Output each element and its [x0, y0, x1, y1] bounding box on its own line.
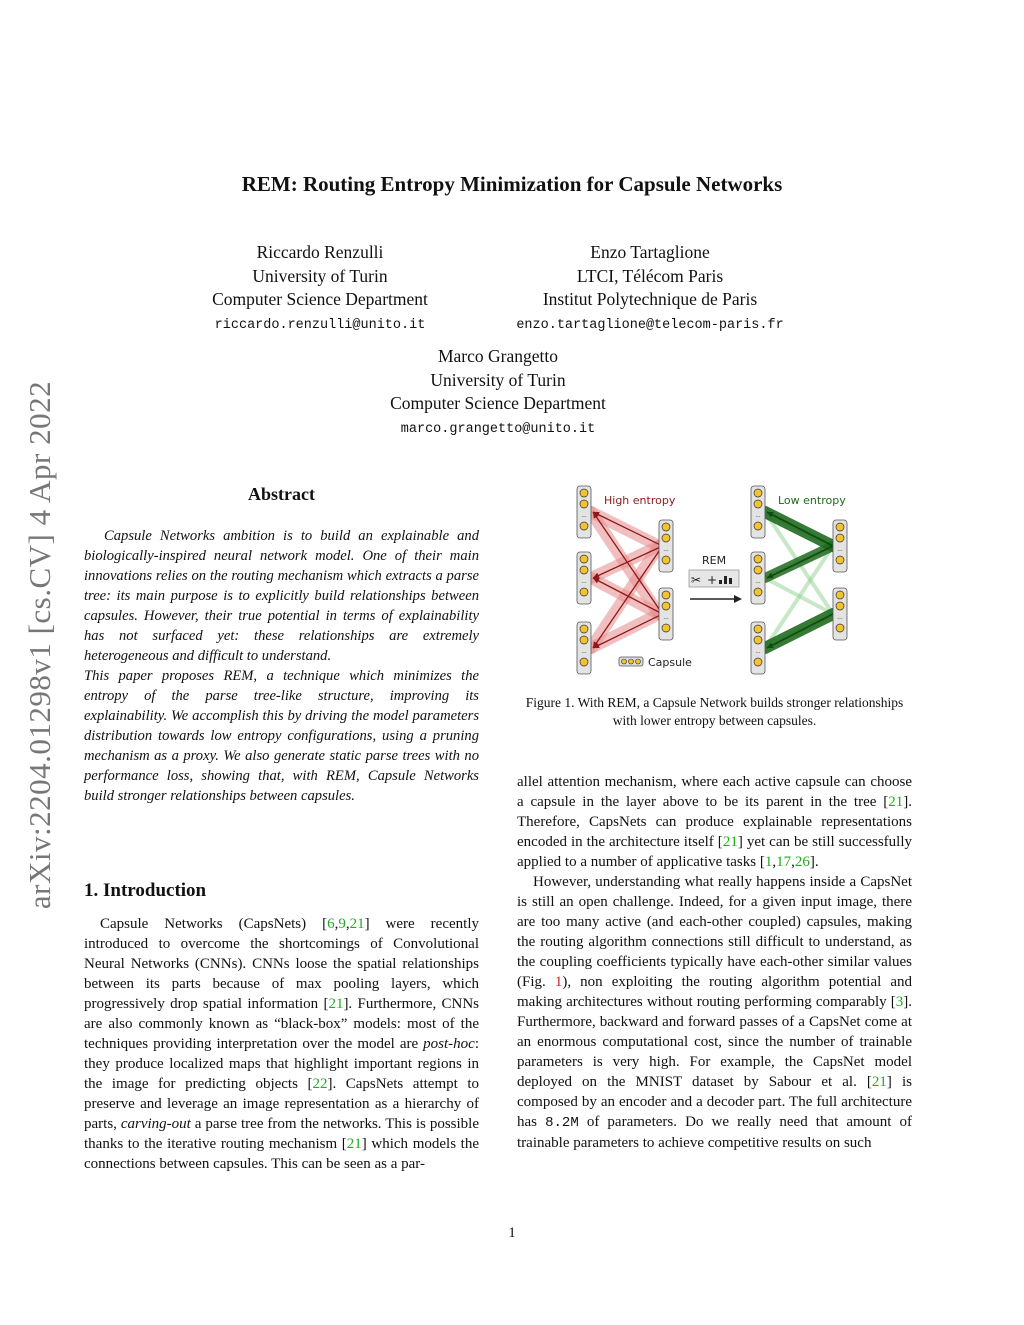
- capsule-neuron: [754, 588, 762, 596]
- capsule-neuron: [836, 591, 844, 599]
- bar-chart-icon: [724, 576, 727, 584]
- author-email: riccardo.renzulli@unito.it: [214, 317, 426, 333]
- capsule: [751, 486, 765, 538]
- citation-link[interactable]: 17: [776, 854, 792, 870]
- capsule-neuron: [580, 489, 588, 497]
- capsule: [833, 588, 847, 640]
- figure-caption: Figure 1. With REM, a Capsule Network builds stronger relationships with lower entropy between capsules.: [525, 695, 904, 728]
- capsule-neuron: [662, 624, 670, 632]
- rem-arrow: [690, 595, 742, 603]
- abstract-heading: Abstract: [248, 484, 315, 504]
- scissors-icon: ✂: [691, 573, 702, 587]
- citation-link[interactable]: 21: [722, 834, 738, 850]
- author-department: Computer Science Department: [212, 289, 428, 309]
- low-entropy-label: Low entropy: [778, 494, 846, 507]
- author-block-3: [340, 345, 656, 441]
- capsule-neuron: [662, 602, 670, 610]
- citation-link[interactable]: 21: [349, 916, 365, 932]
- author-affiliation: University of Turin: [252, 265, 388, 286]
- capsule-neuron: [580, 500, 588, 508]
- intro-column-left: [84, 914, 479, 1174]
- author-name: Marco Grangetto: [437, 346, 559, 366]
- capsule-dots: ...: [755, 511, 761, 519]
- arxiv-id: arXiv:2204.01298v1 [cs.CV] 4 Apr 2022: [22, 380, 57, 910]
- capsule-neuron: [580, 625, 588, 633]
- capsule-neuron: [662, 591, 670, 599]
- author-block-1: [170, 241, 470, 337]
- plus-icon: +: [707, 573, 718, 587]
- page-number: 1: [508, 1225, 516, 1241]
- capsule: [751, 622, 765, 674]
- author-name: Riccardo Renzulli: [256, 242, 384, 262]
- capsule: [833, 520, 847, 572]
- capsule: [577, 552, 591, 604]
- citation-link[interactable]: 21: [871, 1074, 887, 1090]
- capsule: [577, 486, 591, 538]
- intro-paragraph-2: allel attention mechanism, where each active capsule can choose a capsule in the layer above to be its parent in the tree [21]. Therefore, CapsNets can produce explainable representations encoded in the architecture itself [21] yet can be still successfully applied to a number of applicative tasks [1,17,26].: [517, 774, 912, 870]
- abstract-body: [84, 526, 479, 806]
- capsule-neuron: [580, 636, 588, 644]
- capsule: [659, 588, 673, 640]
- high-entropy-label: High entropy: [604, 494, 676, 507]
- figure-ref-link[interactable]: 1: [554, 974, 563, 990]
- author-affiliation: LTCI, Télécom Paris: [576, 265, 724, 286]
- capsule-neuron: [754, 625, 762, 633]
- author-department: Computer Science Department: [390, 393, 606, 413]
- bar-chart-icon: [729, 578, 732, 584]
- rem-label: REM: [702, 554, 727, 567]
- intro-column-right: [517, 772, 912, 1153]
- author-block-2: [480, 241, 820, 337]
- capsule-neuron: [580, 522, 588, 530]
- capsule-dots: ...: [663, 613, 669, 621]
- figure-1: [568, 480, 868, 680]
- citation-link[interactable]: 26: [794, 854, 810, 870]
- capsule-dots: ...: [755, 577, 761, 585]
- capsule-neuron: [662, 556, 670, 564]
- author-affiliation: University of Turin: [430, 369, 566, 390]
- intro-paragraph-3: However, understanding what really happens inside a CapsNet is still an open challenge. Indeed, for a given input image, there are too many active (and each-other coupled) capsules, making the routing algorithm connections still difficult to understand, as the coupling coefficients typically have each-other similar values (Fig. 1), non exploiting the routing algorithm potential and making architectures without routing performing comparably [3]. Furthermore, backward and forward passes of a CapsNet come at an enormous computational cost, since the number of trainable parameters is very high. For example, the CapsNet model deployed on the MNIST dataset by Sabour et al. [21] is composed by an encoder and a decoder part. The full architecture has 8.2M of parameters. Do we really need that amount of trainable parameters to achieve competitive results on such: [517, 874, 912, 1151]
- capsule-dots: ...: [581, 647, 587, 655]
- capsule-neuron: [662, 523, 670, 531]
- capsule-dots: ...: [581, 511, 587, 519]
- capsule-neuron: [836, 602, 844, 610]
- citation-link[interactable]: 22: [312, 1076, 328, 1092]
- author-email: marco.grangetto@unito.it: [400, 421, 596, 437]
- intro-paragraph-1: Capsule Networks (CapsNets) [6,9,21] were recently introduced to overcome the shortcomings of Convolutional Neural Networks (CNNs). CNNs loose the spatial relationships between its parts because of max pooling layers, which progressively drop spatial information [21]. Furthermore, CNNs are also commonly known as “black-box” models: most of the techniques providing interpretation over the model are post-hoc: they produce localized maps that highlight important regions in the image for predicting objects [22]. CapsNets attempt to preserve and leverage an image representation as a hierarchy of parts, carving-out a parse tree from the networks. This is possible thanks to the iterative routing mechanism [21] which models the connections between capsules. This can be seen as a par-: [84, 916, 479, 1172]
- capsule-neuron: [754, 636, 762, 644]
- capsule-dots: ...: [755, 647, 761, 655]
- legend-capsule-icon: [619, 657, 643, 666]
- capsule-neuron: [754, 522, 762, 530]
- capsule-neuron: [754, 555, 762, 563]
- capsule-neuron: [754, 500, 762, 508]
- citation-link[interactable]: 9: [338, 916, 346, 932]
- capsule-neuron: [836, 556, 844, 564]
- capsule-dots: ...: [837, 613, 843, 621]
- citation-link[interactable]: 1: [764, 854, 773, 870]
- pruning-icon-box: [689, 570, 739, 587]
- section-heading-introduction: 1. Introduction: [84, 880, 207, 901]
- capsule-dots: ...: [837, 545, 843, 553]
- abstract-paragraph-1: Capsule Networks ambition is to build an explainable and biologically-inspired neural network model. One of their main innovations relies on the routing mechanism which extracts a parse tree: its main purpose is to explicitly build relationships between capsules. However, their true potential in terms of explainability has not surfaced yet: these relationships are extremely heterogeneous and difficult to understand.: [84, 528, 479, 664]
- capsule-neuron: [836, 624, 844, 632]
- citation-link[interactable]: 21: [328, 996, 344, 1012]
- capsule-neuron: [754, 489, 762, 497]
- author-department: Institut Polytechnique de Paris: [542, 289, 758, 309]
- abstract-paragraph-2: This paper proposes REM, a technique which minimizes the entropy of the parse tree-like structure, improving its explainability. We accomplish this by driving the model parameters distribution towards low entropy configurations, using a pruning mechanism as a proxy. We also generate static parse trees with no performance loss, showing that, with REM, Capsule Networks build stronger relationships between capsules.: [84, 668, 479, 804]
- capsule-neuron: [836, 534, 844, 542]
- capsule-neuron: [754, 566, 762, 574]
- bar-chart-icon: [719, 580, 722, 584]
- capsule: [659, 520, 673, 572]
- capsule-neuron: [754, 658, 762, 666]
- capsule-neuron: [580, 566, 588, 574]
- paper-title: REM: Routing Entropy Minimization for Capsule Networks: [241, 172, 783, 196]
- author-email: enzo.tartaglione@telecom-paris.fr: [516, 317, 784, 333]
- capsule-dots: ...: [663, 545, 669, 553]
- citation-link[interactable]: 21: [346, 1136, 362, 1152]
- citation-link[interactable]: 3: [895, 994, 904, 1010]
- capsule-neuron: [836, 523, 844, 531]
- capsule-dots: ...: [581, 577, 587, 585]
- capsule-neuron: [580, 588, 588, 596]
- capsule-neuron: [580, 658, 588, 666]
- author-name: Enzo Tartaglione: [590, 242, 710, 262]
- capsule-neuron: [662, 534, 670, 542]
- capsule: [577, 622, 591, 674]
- capsule: [751, 552, 765, 604]
- citation-link[interactable]: 21: [888, 794, 904, 810]
- capsule-neuron: [580, 555, 588, 563]
- citation-link[interactable]: 6: [327, 916, 335, 932]
- legend-label: Capsule: [648, 656, 692, 669]
